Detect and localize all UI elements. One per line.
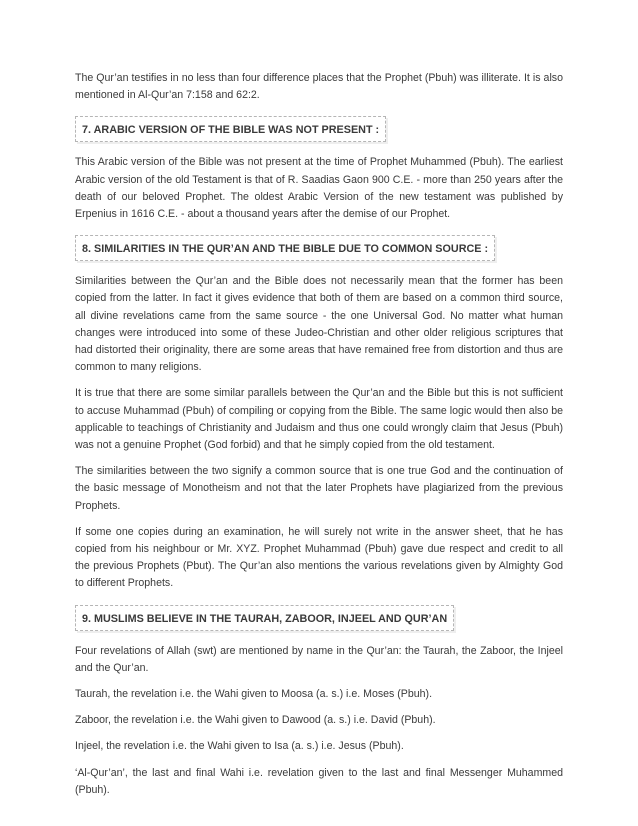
paragraph-examination: If some one copies during an examination, he will surely not write in the answer sheet, that he has copied from his neighbour or Mr. XYZ. Prophet Muhammad (Pbuh) gave due respect and credit to all the previous Prophets (Pbut). The Qur’an also mentions the various revelations given by Almighty God to different Prophets.	[75, 525, 563, 590]
document-page	[75, 70, 563, 808]
section-heading-7	[75, 116, 386, 142]
paragraph-parallels: It is true that there are some similar parallels between the Qur’an and the Bible but this is not sufficient to accuse Muhammad (Pbuh) of compiling or copying from the Bible. The same logic would then also be applicable to teachings of Christianity and Judaism and thus one could wrongly claim that Jesus (Pbuh) was not a genuine Prophet (God forbid) and that he simply copied from the old testament.	[75, 387, 563, 452]
paragraph-arabic-version: This Arabic version of the Bible was not present at the time of Prophet Muhammed (Pbuh). The earliest Arabic version of the old Testament is that of R. Saadias Gaon 900 C.E. - more than 250 years after the death of our beloved Prophet. The oldest Arabic Version of the new testament was published by Erpenius in 1616 C.E. - about a thousand years after the demise of our Prophet.	[75, 156, 563, 221]
paragraph-common-source: The similarities between the two signify a common source that is one true God and the continuation of the basic message of Monotheism and not that the later Prophets have plagiarized from the previous Prophets.	[75, 465, 563, 512]
paragraph-taurah: Taurah, the revelation i.e. the Wahi given to Moosa (a. s.) i.e. Moses (Pbuh).	[75, 688, 433, 701]
section-heading-9-text: 9. MUSLIMS BELIEVE IN THE TAURAH, ZABOOR, INJEEL AND QUR’AN	[82, 612, 448, 625]
paragraph-four-revelations: Four revelations of Allah (swt) are mentioned by name in the Qur’an: the Taurah, the Zaboor, the Injeel and the Qur’an.	[75, 644, 563, 674]
section-heading-8	[75, 235, 495, 261]
paragraph-al-quran: ‘Al-Qur’an’, the last and final Wahi i.e. revelation given to the last and final Messenger Muhammed (Pbuh).	[75, 766, 563, 796]
paragraph-similarities: Similarities between the Qur’an and the Bible does not necessarily mean that the former has been copied from the latter. In fact it gives evidence that both of them are based on a common third source, all divine revelations came from the same source - the one Universal God. No matter what human changes were introduced into some of these Judeo-Christian and other older religious scriptures that had distorted their originality, there are some areas that have remained free from distortion and thus are common to many religions.	[75, 275, 563, 374]
section-heading-8-text: 8. SIMILARITIES IN THE QUR’AN AND THE BIBLE DUE TO COMMON SOURCE :	[82, 243, 489, 256]
paragraph-zaboor: Zaboor, the revelation i.e. the Wahi given to Dawood (a. s.) i.e. David (Pbuh).	[75, 714, 436, 727]
section-heading-9	[75, 605, 454, 631]
paragraph-injeel: Injeel, the revelation i.e. the Wahi given to Isa (a. s.) i.e. Jesus (Pbuh).	[75, 740, 404, 753]
section-heading-7-text: 7. ARABIC VERSION OF THE BIBLE WAS NOT PRESENT :	[82, 124, 380, 137]
paragraph-illiterate: The Qur’an testifies in no less than four difference places that the Prophet (Pbuh) was illiterate. It is also mentioned in Al-Qur’an 7:158 and 62:2.	[75, 72, 563, 102]
